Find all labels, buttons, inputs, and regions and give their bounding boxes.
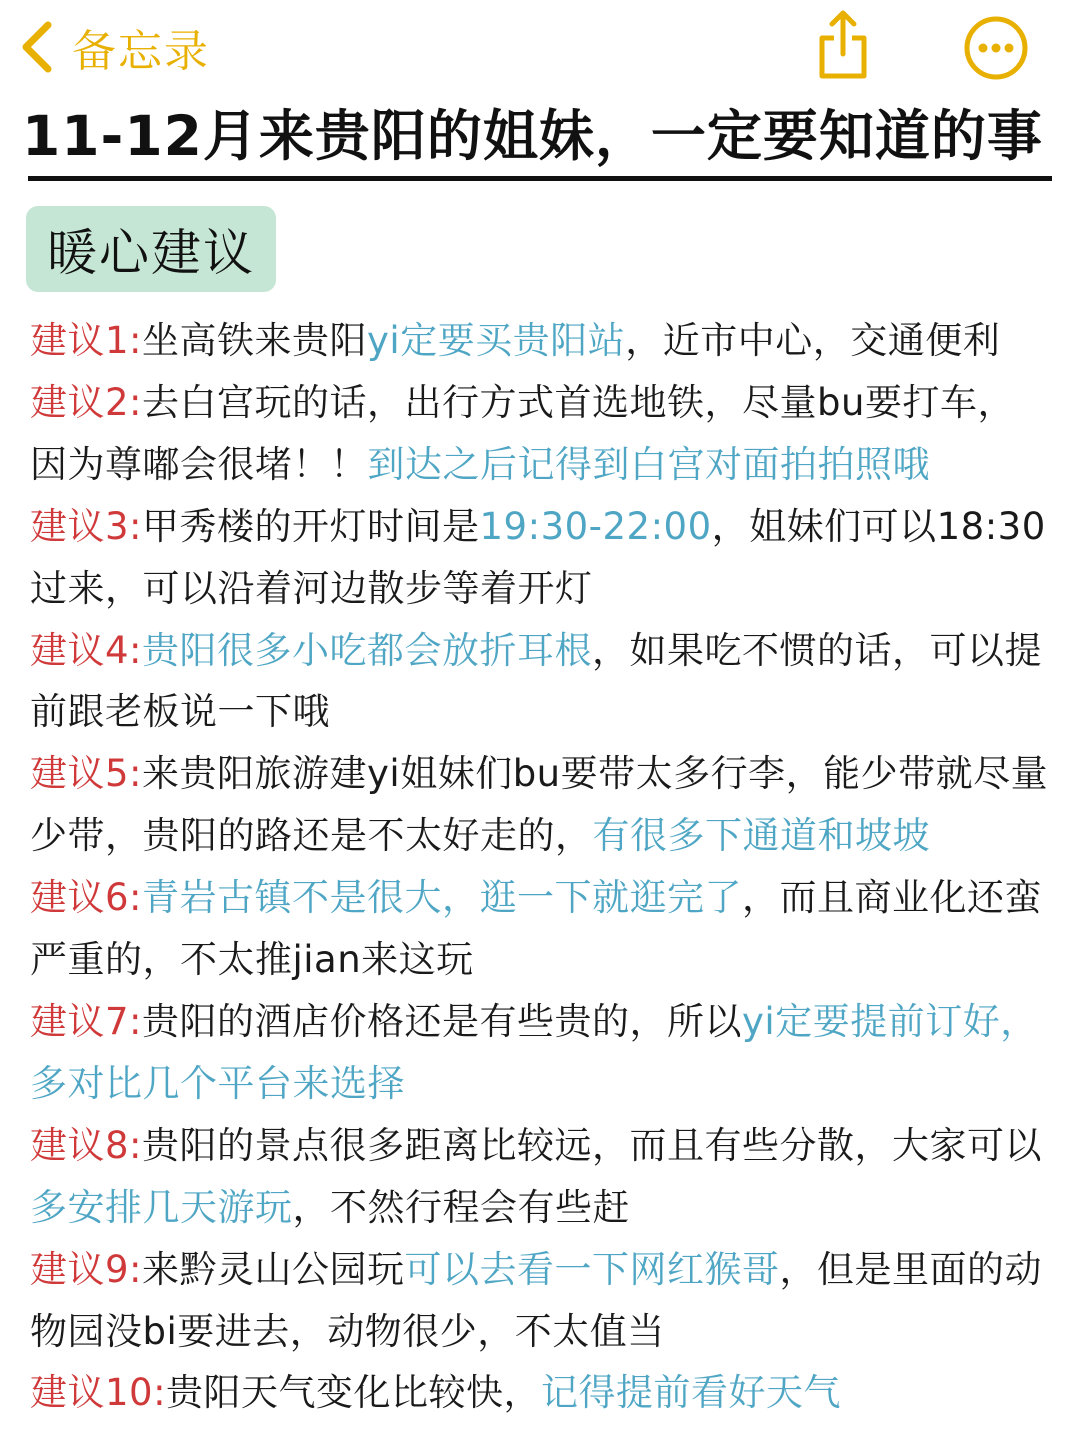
tip-text: 贵阳的景点很多距离比较远，而且有些分散，大家可以 xyxy=(142,1123,1043,1167)
tip-item xyxy=(30,310,1052,372)
tip-label: 建议10: xyxy=(30,1371,167,1415)
tip-text: ，如果吃不惯的话，可以提前跟老板说一下哦 xyxy=(30,628,1043,734)
tip-text: ，但是里面的动物园没bi要进去，动物很少，不太值当 xyxy=(30,1247,1043,1353)
tip-item xyxy=(30,1239,1052,1363)
tip-label: 建议7: xyxy=(30,999,143,1043)
tip-label: 建议6: xyxy=(30,876,143,920)
section-tag xyxy=(26,206,276,292)
tip-text: 甲秀楼的开灯时间是 xyxy=(142,504,480,548)
tip-label: 建议1: xyxy=(30,319,143,362)
tip-highlight: 19:30-22:00 xyxy=(479,504,712,548)
tip-highlight: 青岩古镇不是很大，逛一下就逛完了 xyxy=(142,876,743,920)
tip-text: 坐高铁来贵阳 xyxy=(142,319,368,362)
tip-item xyxy=(30,991,1052,1115)
tip-text: 贵阳天气变化比较快， xyxy=(166,1371,542,1415)
tip-item xyxy=(30,372,1052,496)
page-title: 11-12月来贵阳的姐妹，一定要知道的事 xyxy=(22,104,1043,168)
tip-text: ，姐妹们可以18:30过来，可以沿着河边散步等着开灯 xyxy=(30,504,1046,610)
tip-label: 建议3: xyxy=(30,504,143,548)
back-label: 备忘录 xyxy=(72,26,210,77)
tips-list xyxy=(30,310,1052,1424)
share-button[interactable] xyxy=(812,8,874,82)
more-button[interactable] xyxy=(962,14,1030,82)
tip-highlight: yi定要买贵阳站 xyxy=(367,319,626,362)
tip-text: ，近市中心，交通便利 xyxy=(625,319,1001,362)
section-tag-label: 暖心建议 xyxy=(47,224,255,282)
tip-item xyxy=(30,743,1052,867)
tip-label: 建议5: xyxy=(30,752,143,796)
tip-label: 建议2: xyxy=(30,380,143,424)
tip-highlight: 可以去看一下网红猴哥 xyxy=(404,1247,780,1291)
tip-text: 来贵阳旅游建yi姐妹们bu要带太多行李，能少带就尽量少带，贵阳的路还是不太好走的， xyxy=(30,752,1049,858)
tip-text: 贵阳的酒店价格还是有些贵的，所以 xyxy=(142,999,743,1043)
tip-highlight: 贵阳很多小吃都会放折耳根 xyxy=(142,628,593,672)
nav-bar xyxy=(0,0,1080,95)
tip-item xyxy=(30,867,1052,991)
tip-highlight: 到达之后记得到白宫对面拍拍照哦 xyxy=(367,442,930,486)
title-divider xyxy=(28,176,1052,181)
tip-item xyxy=(30,496,1052,620)
back-button[interactable] xyxy=(14,14,210,80)
more-icon xyxy=(962,14,1030,82)
tip-label: 建议8: xyxy=(30,1123,143,1167)
tip-label: 建议4: xyxy=(30,628,143,672)
tip-highlight: yi定要提前订好，多对比几个平台来选择 xyxy=(30,999,1038,1105)
tip-text: ，而且商业化还蛮严重的，不太推jian来这玩 xyxy=(30,876,1043,982)
share-icon xyxy=(812,8,874,82)
tip-highlight: 记得提前看好天气 xyxy=(541,1371,842,1415)
tip-text: ，不然行程会有些赶 xyxy=(292,1185,630,1229)
tip-item xyxy=(30,1115,1052,1239)
tip-label: 建议9: xyxy=(30,1247,143,1291)
tip-text: 来黔灵山公园玩 xyxy=(142,1247,405,1291)
tip-highlight: 多安排几天游玩 xyxy=(30,1185,293,1229)
chevron-left-icon xyxy=(14,19,58,75)
tip-item xyxy=(30,1362,1052,1424)
tip-highlight: 有很多下通道和坡坡 xyxy=(592,814,930,858)
tip-item xyxy=(30,620,1052,744)
tip-text: 去白宫玩的话，出行方式首选地铁，尽量bu要打车，因为尊嘟会很堵！！ xyxy=(30,380,1015,486)
